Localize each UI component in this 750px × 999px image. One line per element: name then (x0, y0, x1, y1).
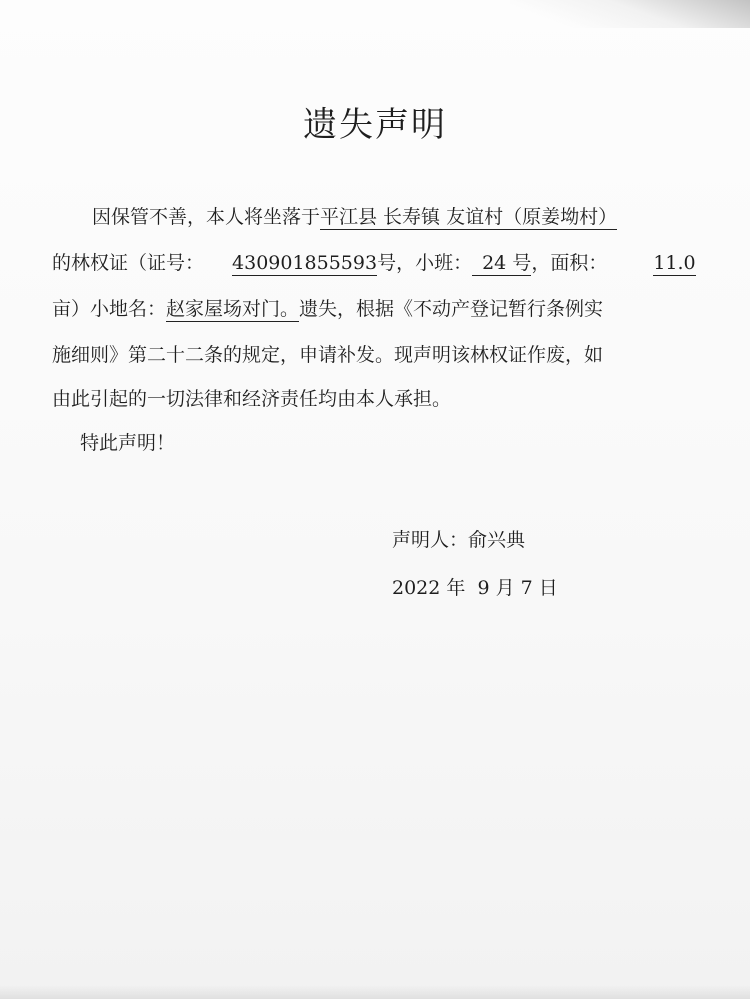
body-line-5: 由此引起的一切法律和经济责任均由本人承担。 (52, 388, 452, 410)
certificate-number: 430901855593 (232, 252, 378, 274)
closing-text: 特此声明！ (80, 432, 176, 454)
body-line-3: 亩）小地名：赵家屋场对门。遗失，根据《不动产登记暂行条例实 (52, 298, 604, 320)
page-edge (0, 985, 750, 999)
body-line-2: 的林权证（证号： 430901855593号，小班： 24 号，面积： 11.0 (52, 252, 696, 274)
place-name: 赵家屋场对门。 (166, 298, 300, 320)
page-shadow (510, 0, 750, 28)
body-line-4: 施细则》第二十二条的规定，申请补发。现声明该林权证作废，如 (52, 344, 604, 366)
area-value: 11.0 (653, 252, 696, 274)
page-title: 遗失声明 (303, 105, 447, 145)
small-class-number: 24 号 (472, 252, 531, 276)
declaration-date: 2022 年 9 月 7 日 (392, 577, 558, 599)
location-text: 平江县 长寿镇 友谊村（原姜坳村） (320, 206, 618, 228)
declarant-name: 声明人：俞兴典 (392, 529, 526, 551)
body-line-1: 因保管不善，本人将坐落于平江县 长寿镇 友谊村（原姜坳村） (92, 206, 618, 228)
